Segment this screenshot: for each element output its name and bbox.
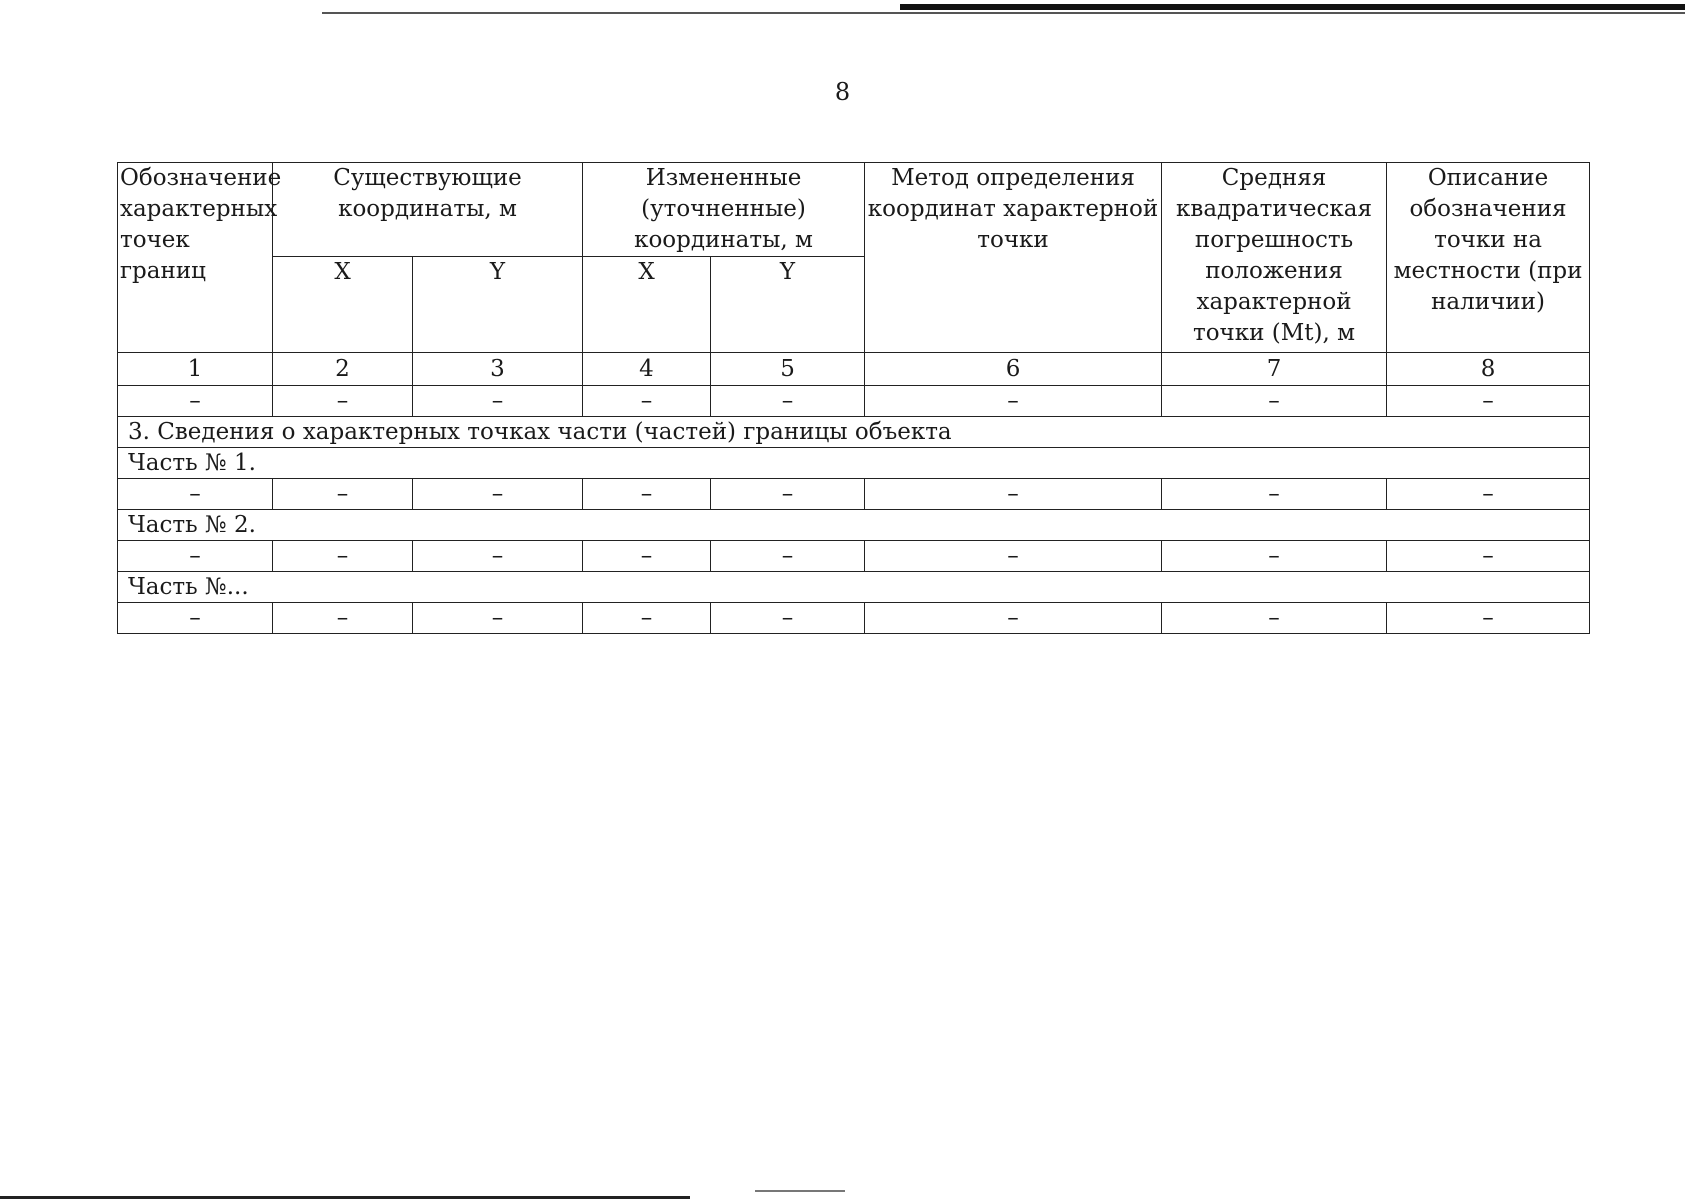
column-number: 4 xyxy=(583,353,711,386)
empty-cell: – xyxy=(1387,479,1590,510)
empty-cell: – xyxy=(413,386,583,417)
scan-edge-top-shadow xyxy=(900,4,1685,10)
scan-edge-bottom-fragment xyxy=(755,1190,845,1192)
page-number: 8 xyxy=(834,78,851,106)
empty-cell: – xyxy=(1162,479,1387,510)
empty-cell: – xyxy=(118,386,273,417)
empty-cell: – xyxy=(273,541,413,572)
empty-cell: – xyxy=(583,386,711,417)
empty-cell: – xyxy=(711,386,865,417)
header-existing-coordinates: Существующие координаты, м xyxy=(273,163,583,257)
column-number: 8 xyxy=(1387,353,1590,386)
column-number: 2 xyxy=(273,353,413,386)
empty-cell: – xyxy=(1162,603,1387,634)
part-1-label: Часть № 1. xyxy=(118,448,1590,479)
empty-cell: – xyxy=(1162,386,1387,417)
column-number: 6 xyxy=(865,353,1162,386)
empty-cell: – xyxy=(583,479,711,510)
empty-cell: – xyxy=(118,603,273,634)
header-method: Метод определения координат характерной точки xyxy=(865,163,1162,353)
scan-edge-bottom xyxy=(0,1196,690,1199)
empty-cell: – xyxy=(413,479,583,510)
empty-cell: – xyxy=(1387,541,1590,572)
empty-cell: – xyxy=(118,541,273,572)
empty-cell: – xyxy=(711,603,865,634)
empty-cell: – xyxy=(273,386,413,417)
scan-edge-top xyxy=(322,12,1685,14)
empty-cell: – xyxy=(1387,603,1590,634)
empty-cell: – xyxy=(583,603,711,634)
column-number: 3 xyxy=(413,353,583,386)
empty-cell: – xyxy=(711,541,865,572)
empty-cell: – xyxy=(273,603,413,634)
empty-cell: – xyxy=(865,603,1162,634)
column-number: 5 xyxy=(711,353,865,386)
empty-cell: – xyxy=(1162,541,1387,572)
header-existing-y: Y xyxy=(413,257,583,353)
column-number: 7 xyxy=(1162,353,1387,386)
empty-cell: – xyxy=(865,386,1162,417)
header-changed-coordinates: Измененные (уточненные) координаты, м xyxy=(583,163,865,257)
header-point-description: Описание обозначения точки на местности (при наличии) xyxy=(1387,163,1590,353)
part-n-label: Часть №... xyxy=(118,572,1590,603)
empty-cell: – xyxy=(1387,386,1590,417)
empty-cell: – xyxy=(711,479,865,510)
header-mean-square-error: Средняя квадратическая погрешность положения характерной точки (Mt), м xyxy=(1162,163,1387,353)
empty-cell: – xyxy=(273,479,413,510)
header-point-designation: Обозначение характерных точек границ xyxy=(118,163,273,353)
part-2-label: Часть № 2. xyxy=(118,510,1590,541)
empty-cell: – xyxy=(865,541,1162,572)
empty-cell: – xyxy=(413,541,583,572)
empty-cell: – xyxy=(865,479,1162,510)
column-number: 1 xyxy=(118,353,273,386)
empty-cell: – xyxy=(583,541,711,572)
header-changed-x: X xyxy=(583,257,711,353)
header-changed-y: Y xyxy=(711,257,865,353)
header-existing-x: X xyxy=(273,257,413,353)
coordinates-table xyxy=(117,162,1590,634)
empty-cell: – xyxy=(413,603,583,634)
empty-cell: – xyxy=(118,479,273,510)
section-title: 3. Сведения о характерных точках части (частей) границы объекта xyxy=(118,417,1590,448)
